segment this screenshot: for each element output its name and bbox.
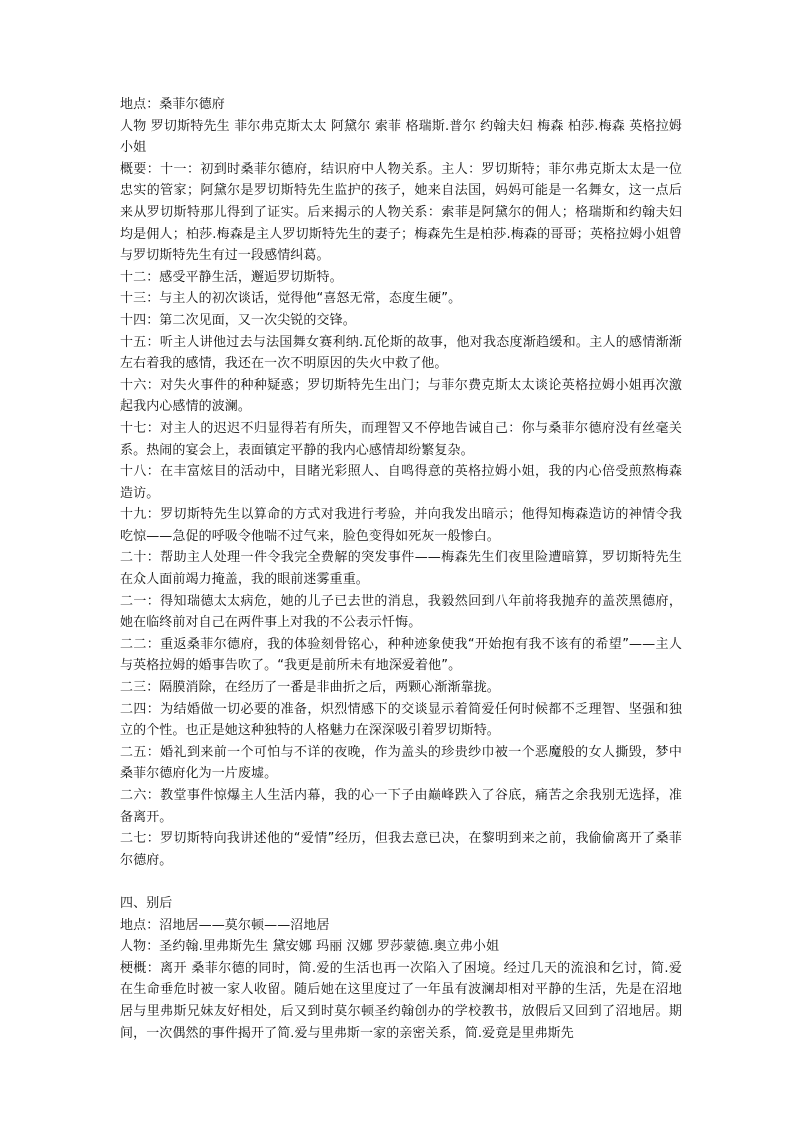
section-summary-paragraph: 梗概：离开 桑菲尔德的同时，简.爱的生活也再一次陷入了困境。经过几天的流浪和乞讨，简.爱在生命垂危时被一家人收留。随后她在这里度过了一年虽有波澜却相对平静的生活，先是在沼地居与里弗斯兄妹友好相处，后又到时莫尔顿圣约翰创办的学校教书，放假后又回到了沼地居。期间，一次偶然的事件揭开了简.爱与里弗斯一家的亲密关系，简.爱竟是里弗斯先 bbox=[120, 960, 682, 1041]
chapter-18: 十八：在丰富炫目的活动中，目睹光彩照人、自鸣得意的英格拉姆小姐，我的内心倍受煎熬梅森造访。 bbox=[120, 464, 682, 501]
location-line: 地点：桑菲尔德府 bbox=[120, 97, 225, 112]
chapter-14: 十四：第二次见面，又一次尖锐的交锋。 bbox=[120, 312, 356, 328]
chapter-27: 二七：罗切斯特向我讲述他的“爱情”经历，但我去意已决，在黎明到来之前，我偷偷离开了桑菲尔德府。 bbox=[120, 831, 682, 868]
chapter-26: 二六：教堂事件惊爆主人生活内幕，我的心一下子由巅峰跌入了谷底，痛苦之余我别无选择，准备离开。 bbox=[120, 788, 682, 825]
section-location-line: 地点：沼地居——莫尔顿——沼地居 bbox=[120, 917, 330, 933]
chapter-25: 二五：婚礼到来前一个可怕与不详的夜晚，作为盖头的珍贵纱巾被一个恶魔般的女人撕毁，梦中桑菲尔德府化为一片废墟。 bbox=[120, 744, 682, 782]
characters-line: 人物 罗切斯特先生 菲尔弗克斯太太 阿黛尔 索菲 格瑞斯.普尔 约翰夫妇 梅森 柏莎.梅森 英格拉姆小姐 bbox=[120, 118, 682, 156]
chapter-20: 二十：帮助主人处理一件令我完全费解的突发事件——梅森先生们夜里险遭暗算，罗切斯特先生在众人面前竭力掩盖，我的眼前迷雾重重。 bbox=[120, 550, 682, 588]
chapter-16: 十六：对失火事件的种种疑惑；罗切斯特先生出门；与菲尔费克斯太太谈论英格拉姆小姐再次激起我内心感情的波澜。 bbox=[120, 377, 682, 415]
chapter-15: 十五：听主人讲他过去与法国舞女赛利纳.瓦伦斯的故事，他对我态度渐趋缓和。主人的感情渐渐左右着我的感情，我还在一次不明原因的失火中救了他。 bbox=[120, 334, 682, 372]
chapter-19: 十九：罗切斯特先生以算命的方式对我进行考验，并向我发出暗示；他得知梅森造访的神情令我吃惊——急促的呼吸令他喘不过气来，脸色变得如死灰一般惨白。 bbox=[120, 507, 682, 544]
chapter-21: 二一：得知瑞德太太病危，她的儿子已去世的消息，我毅然回到八年前将我抛弃的盖茨黑德府，她在临终前对自己在两件事上对我的不公表示忏悔。 bbox=[120, 593, 682, 631]
summary-paragraph: 概要：十一：初到时桑菲尔德府，结识府中人物关系。主人：罗切斯特；菲尔弗克斯太太是一位忠实的管家；阿黛尔是罗切斯特先生监护的孩子，她来自法国，妈妈可能是一名舞女，这一点后来从罗切斯特那儿得到了证实。后来揭示的人物关系：索菲是阿黛尔的佣人；格瑞斯和约翰夫妇均是佣人；柏莎.梅森是主人罗切斯特先生的妻子；梅森先生是柏莎.梅森的哥哥；英格拉姆小姐曾与罗切斯特先生有过一段感情纠葛。 bbox=[120, 161, 682, 264]
chapter-22: 二二：重返桑菲尔德府，我的体验刻骨铭心，种种迹象使我“开始抱有我不该有的希望”——主人与英格拉姆的婚事告吹了。“我更是前所未有地深爱着他”。 bbox=[120, 636, 682, 674]
chapter-23: 二三：隔膜消除，在经历了一番是非曲折之后，两颗心渐渐靠拢。 bbox=[120, 680, 500, 696]
chapter-13: 十三：与主人的初次谈话，觉得他“喜怒无常，态度生硬”。 bbox=[120, 291, 462, 307]
section-characters-line: 人物：圣约翰.里弗斯先生 黛安娜 玛丽 汉娜 罗莎蒙德.奥立弗小姐 bbox=[120, 939, 500, 955]
section-heading: 四、别后 bbox=[120, 895, 173, 911]
chapter-12: 十二：感受平静生活，邂逅罗切斯特。 bbox=[120, 269, 343, 285]
document-body bbox=[120, 94, 682, 1044]
chapter-24: 二四：为结婚做一切必要的准备，炽烈情感下的交谈显示着简爱任何时候都不乏理智、坚强和独立的个性。也正是她这种独特的人格魅力在深深吸引着罗切斯特。 bbox=[120, 701, 682, 739]
chapter-17: 十七：对主人的迟迟不归显得若有所失，而理智又不停地告诫自己：你与桑菲尔德府没有丝毫关系。热闹的宴会上，表面镇定平静的我内心感情却纷繁复杂。 bbox=[120, 420, 682, 458]
